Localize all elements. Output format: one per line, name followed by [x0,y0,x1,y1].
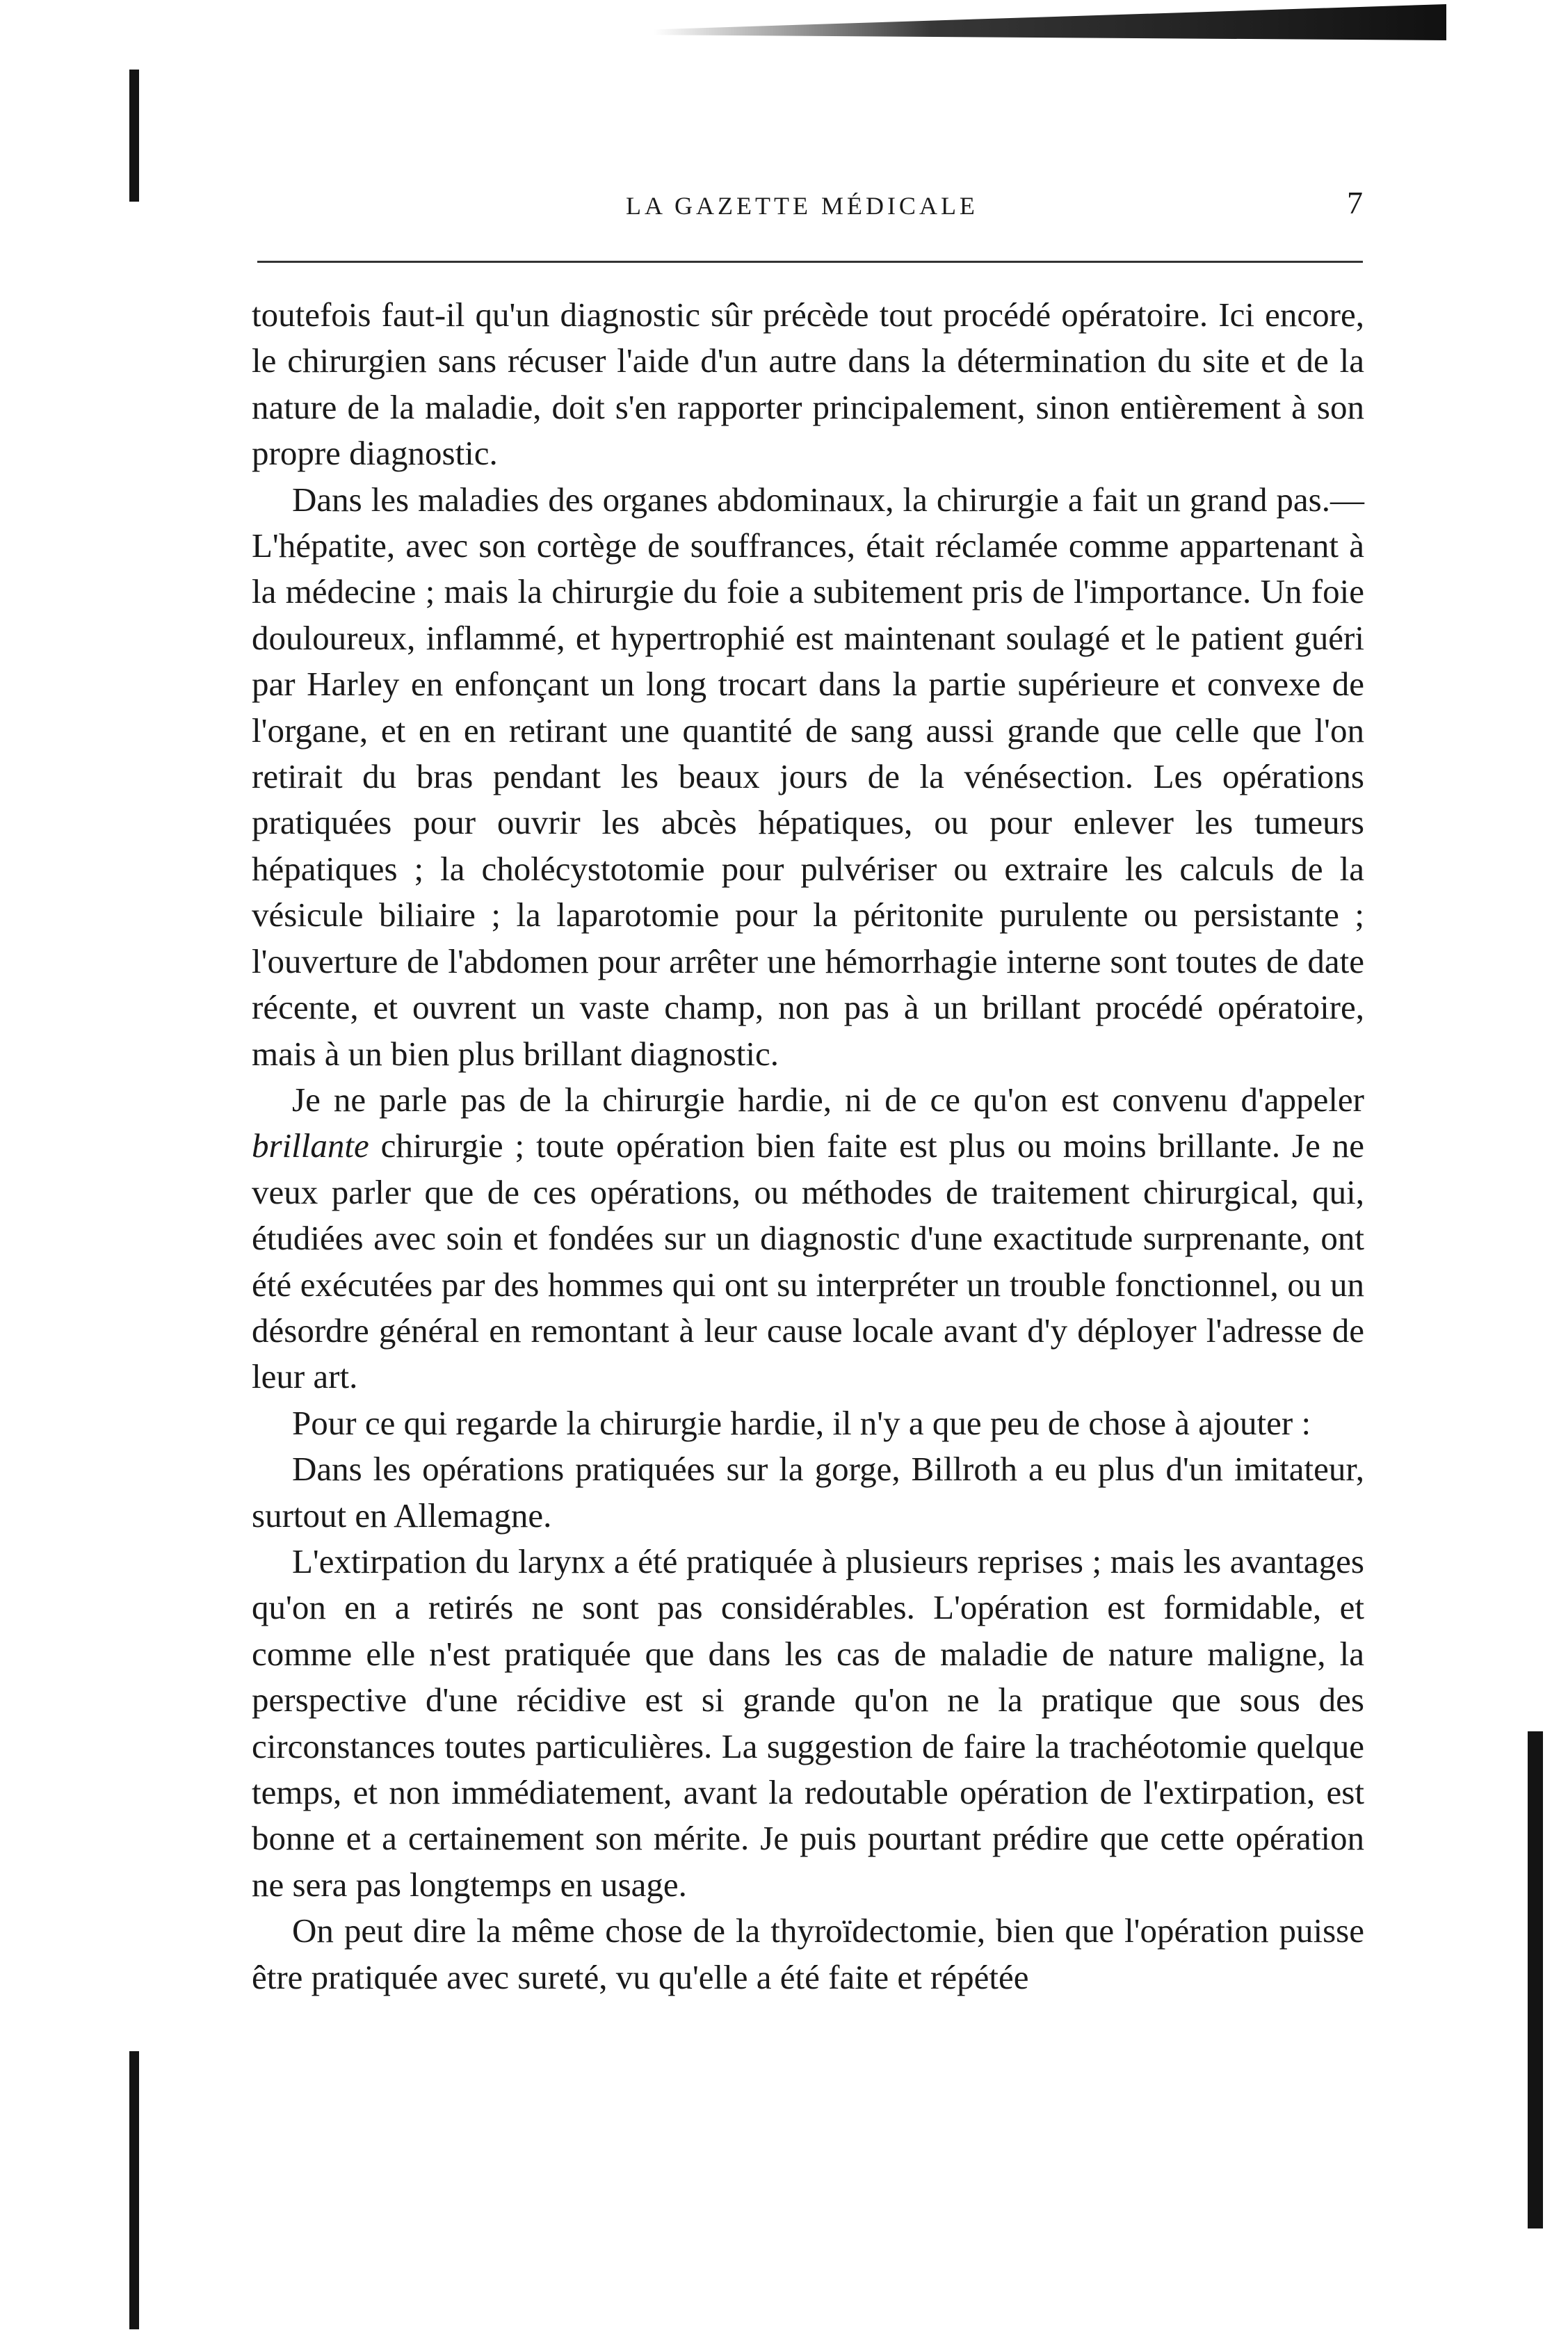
scan-edge-shadow-left-top [129,70,139,202]
page-header [250,184,1363,233]
header-rule [257,261,1363,263]
paragraph-text: chirurgie ; toute opération bien faite est plus ou moins brillante. Je ne veux parler que de ces opérations, ou méthodes de traitement chirurgical, qui, étudiées avec soin et fondées sur un diagnostic d'une exactitude surprenante, ont été exécutées par des hommes qui ont su interpréter un trouble fonctionnel, ou un désordre général en remontant à leur cause locale avant d'y déployer l'adresse de leur art. [252,1126,1364,1396]
page-number: 7 [1347,185,1363,220]
scan-edge-shadow-left-bottom [129,2051,139,2329]
body-text [252,292,1364,2000]
paragraph [252,1077,1364,1400]
paragraph: On peut dire la même chose de la thyroïdectomie, bien que l'opération puisse être pratiquée avec sureté, vu qu'elle a été faite et répétée [252,1911,1364,1996]
paragraph-continued: toutefois faut-il qu'un diagnostic sûr précède tout procédé opératoire. Ici encore, le chirurgien sans récuser l'aide d'un autre dans la détermination du site et de la nature de la maladie, doit s'en rapporter principalement, sinon entièrement à son propre diagnostic. [252,296,1364,473]
paragraph: Dans les opérations pratiquées sur la gorge, Billroth a eu plus d'un imitateur, surtout en Allemagne. [252,1450,1364,1535]
paragraph: L'extirpation du larynx a été pratiquée à plusieurs reprises ; mais les avantages qu'on en a retirés ne sont pas considérables. L'opération est formidable, et comme elle n'est pratiquée que dans les cas de maladie de nature maligne, la perspective d'une récidive est si grande qu'on ne la pratique que sous des circonstances toutes particulières. La suggestion de faire la trachéotomie quelque temps, et non immédiatement, avant la redoutable opération de l'extirpation, est bonne et a certainement son mérite. Je puis pourtant prédire que cette opération ne sera pas longtemps en usage. [252,1542,1364,1904]
scan-edge-shadow-right [1528,1731,1543,2228]
paragraph: Dans les maladies des organes abdominaux, la chirurgie a fait un grand pas.—L'hépatite, avec son cortège de souffrances, était réclamée comme appartenant à la médecine ; mais la chirurgie du foie a subitement pris de l'importance. Un foie douloureux, inflammé, et hypertrophié est maintenant soulagé et le patient guéri par Harley en enfonçant un long trocart dans la partie supérieure et convexe de l'organe, et en en retirant une quantité de sang aussi grande que celle que l'on retirait du bras pendant les beaux jours de la vénésection. Les opérations pratiquées pour ouvrir les abcès hépatiques, ou pour enlever les tumeurs hépatiques ; la cholécystotomie pour pulvériser ou extraire les calculs de la vésicule biliaire ; la laparotomie pour la péritonite purulente ou persistante ; l'ouverture de l'abdomen pour arrêter une hémorrhagie interne sont toutes de date récente, et ouvrent un vaste champ, non pas à un brillant procédé opératoire, mais à un bien plus brillant diagnostic. [252,480,1364,1073]
paragraph: Pour ce qui regarde la chirurgie hardie, il n'y a que peu de chose à ajouter : [292,1403,1311,1442]
paragraph-text: Je ne parle pas de la chirurgie hardie, ni de ce qu'on est convenu d'appeler [292,1080,1364,1119]
scan-edge-shadow-top [654,4,1446,40]
emphasized-word: brillante [252,1126,369,1165]
running-title: LA GAZETTE MÉDICALE [626,192,978,220]
